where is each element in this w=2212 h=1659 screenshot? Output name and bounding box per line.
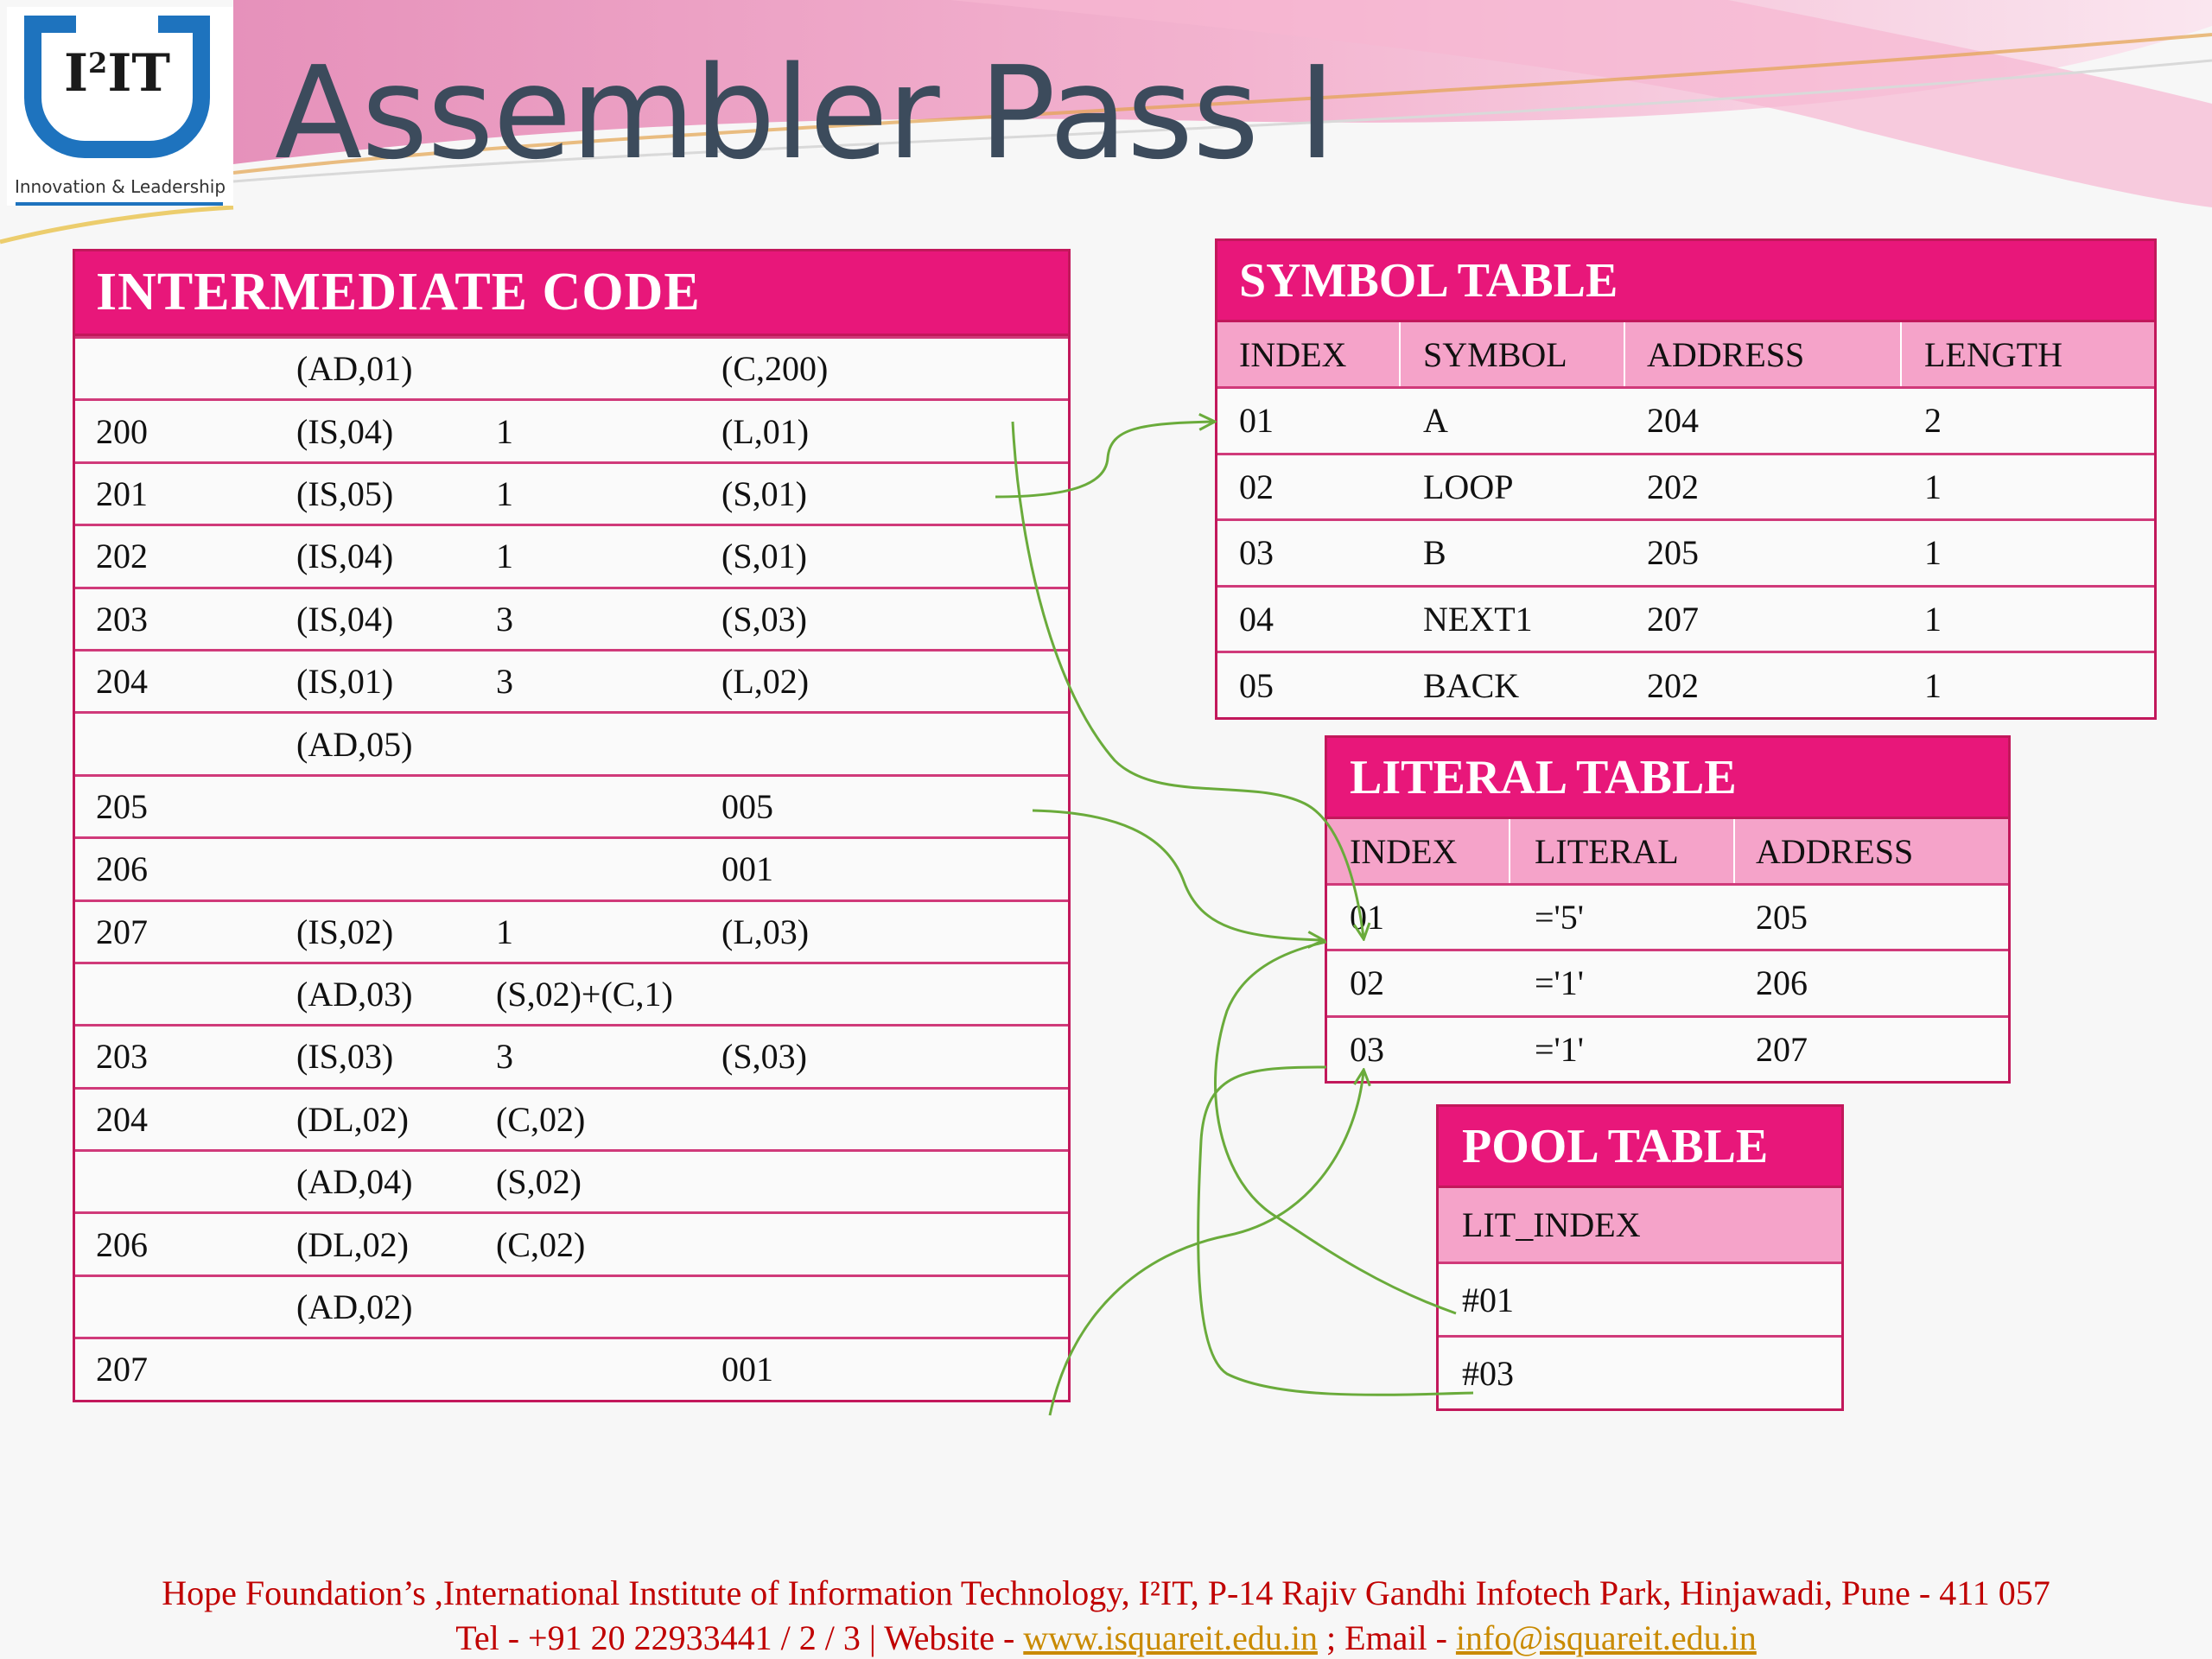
table-row <box>75 962 1068 1024</box>
operand1-cell: 3 <box>496 1037 513 1077</box>
table-row <box>75 1087 1068 1149</box>
i2it-logo <box>7 7 233 206</box>
opcode-cell: (IS,04) <box>296 599 394 639</box>
table-row <box>75 1024 1068 1086</box>
operand1-cell: 1 <box>496 411 513 451</box>
operand1-cell: (C,02) <box>496 1224 586 1264</box>
opcode-cell: (AD,03) <box>296 975 413 1014</box>
address-cell: 203 <box>96 1037 148 1077</box>
table-row <box>1217 651 2154 717</box>
operand1-cell: (S,02) <box>496 1162 582 1202</box>
address-cell: 202 <box>96 537 148 576</box>
symbol-table-header-row <box>1217 322 2154 386</box>
intermediate-code-body <box>75 336 1068 1400</box>
address-cell: 201 <box>96 474 148 513</box>
opcode-cell: (AD,05) <box>296 724 413 764</box>
operand2-cell: (S,03) <box>721 599 807 639</box>
email-link[interactable]: info@isquareit.edu.in <box>1455 1618 1757 1657</box>
table-row <box>75 587 1068 649</box>
address-cell: 207 <box>96 1350 148 1389</box>
table-row <box>1327 1015 2008 1081</box>
opcode-cell: (AD,02) <box>296 1287 413 1327</box>
operand1-cell: 3 <box>496 662 513 702</box>
address-cell: 205 <box>1756 898 1808 938</box>
address-cell: 202 <box>1647 467 1699 506</box>
opcode-cell: (IS,04) <box>296 411 394 451</box>
address-cell: 200 <box>96 411 148 451</box>
address-cell: 205 <box>96 786 148 826</box>
operand1-cell: (S,02)+(C,1) <box>496 975 673 1014</box>
opcode-cell: (IS,05) <box>296 474 394 513</box>
literal-cell: ='1' <box>1535 1029 1584 1069</box>
operand2-cell: 001 <box>721 849 773 889</box>
table-row <box>75 524 1068 586</box>
opcode-cell: (IS,02) <box>296 912 394 951</box>
operand2-cell: 005 <box>721 786 773 826</box>
opcode-cell: (IS,03) <box>296 1037 394 1077</box>
length-cell: 1 <box>1924 600 1942 639</box>
table-row <box>1327 883 2008 949</box>
address-cell: 205 <box>1647 533 1699 573</box>
address-cell: 204 <box>96 662 148 702</box>
index-cell: 02 <box>1350 963 1384 1003</box>
table-row <box>1217 386 2154 453</box>
footer <box>0 1571 2212 1659</box>
pool-table <box>1436 1104 1844 1411</box>
logo-tagline: Innovation & Leadership <box>14 176 226 197</box>
pool-table-header-row <box>1439 1188 1841 1262</box>
column-header-literal: LITERAL <box>1535 831 1679 871</box>
table-row <box>75 774 1068 836</box>
operand2-cell: (S,01) <box>721 474 807 513</box>
table-row <box>1439 1262 1841 1335</box>
opcode-cell: (IS,01) <box>296 662 394 702</box>
literal-cell: ='1' <box>1535 963 1584 1003</box>
table-row <box>1217 453 2154 519</box>
address-cell: 207 <box>1756 1029 1808 1069</box>
operand1-cell: 3 <box>496 599 513 639</box>
intermediate-code-title: INTERMEDIATE CODE <box>75 251 1068 336</box>
address-cell: 206 <box>96 1224 148 1264</box>
column-header-lit-index: LIT_INDEX <box>1462 1205 1641 1244</box>
table-row <box>75 1274 1068 1337</box>
literal-table-title: LITERAL TABLE <box>1327 738 2008 819</box>
column-header-symbol: SYMBOL <box>1423 334 1567 374</box>
operand1-cell: 1 <box>496 474 513 513</box>
table-row <box>75 1211 1068 1274</box>
arrow-005-to-literal-01 <box>1033 810 1322 940</box>
column-header-length: LENGTH <box>1924 334 2063 374</box>
address-cell: 203 <box>96 599 148 639</box>
address-cell: 206 <box>96 849 148 889</box>
column-header-address: ADDRESS <box>1647 334 1805 374</box>
index-cell: 04 <box>1239 600 1274 639</box>
lit-index-cell: #01 <box>1462 1280 1514 1319</box>
table-row <box>1327 949 2008 1014</box>
intermediate-code-table <box>73 249 1071 1402</box>
index-cell: 03 <box>1350 1029 1384 1069</box>
index-cell: 01 <box>1350 898 1384 938</box>
opcode-cell: (DL,02) <box>296 1099 409 1139</box>
footer-email-label: ; Email - <box>1317 1618 1456 1657</box>
arrow-pool-03-to-literal-03 <box>1198 1067 1473 1395</box>
address-cell: 207 <box>1647 600 1699 639</box>
footer-address: Hope Foundation’s ,International Institute of Information Technology, I²IT, P-14 Rajiv Gandhi Infotech Park, Hinjawadi, Pune - 411 057 <box>162 1573 2050 1612</box>
footer-contact <box>0 1616 2212 1659</box>
column-header-index: INDEX <box>1239 334 1347 374</box>
table-row <box>1217 518 2154 585</box>
length-cell: 1 <box>1924 467 1942 506</box>
opcode-cell: (AD,01) <box>296 349 413 389</box>
opcode-cell: (DL,02) <box>296 1224 409 1264</box>
operand1-cell: 1 <box>496 537 513 576</box>
operand2-cell: (S,01) <box>721 537 807 576</box>
address-cell: 206 <box>1756 963 1808 1003</box>
operand2-cell: (C,200) <box>721 349 829 389</box>
table-row <box>75 711 1068 773</box>
literal-table <box>1325 735 2011 1084</box>
website-link[interactable]: www.isquareit.edu.in <box>1023 1618 1318 1657</box>
literal-table-body <box>1327 883 2008 1081</box>
table-row <box>75 398 1068 461</box>
literal-cell: ='5' <box>1535 898 1584 938</box>
address-cell: 202 <box>1647 665 1699 705</box>
operand2-cell: (L,02) <box>721 662 810 702</box>
operand1-cell: 1 <box>496 912 513 951</box>
logo-wordmark: $I^2IT$ <box>63 43 171 104</box>
symbol-table <box>1215 238 2157 720</box>
column-header-address: ADDRESS <box>1756 831 1914 871</box>
index-cell: 01 <box>1239 401 1274 441</box>
address-cell: 204 <box>1647 401 1699 441</box>
operand1-cell: (C,02) <box>496 1099 586 1139</box>
operand2-cell: (L,01) <box>721 411 810 451</box>
length-cell: 1 <box>1924 533 1942 573</box>
footer-tel: Tel - +91 20 22933441 / 2 / 3 | Website - <box>455 1618 1024 1657</box>
operand2-cell: (S,03) <box>721 1037 807 1077</box>
pool-table-body <box>1439 1262 1841 1408</box>
table-row <box>75 649 1068 711</box>
length-cell: 1 <box>1924 665 1942 705</box>
symbol-cell: BACK <box>1423 665 1520 705</box>
literal-table-header-row <box>1327 819 2008 883</box>
opcode-cell: (IS,04) <box>296 537 394 576</box>
table-row <box>75 1337 1068 1399</box>
symbol-table-body <box>1217 386 2154 717</box>
table-row <box>75 336 1068 398</box>
address-cell: 204 <box>96 1099 148 1139</box>
symbol-cell: B <box>1423 533 1446 573</box>
table-row <box>75 1149 1068 1211</box>
index-cell: 03 <box>1239 533 1274 573</box>
table-row <box>75 836 1068 899</box>
table-row <box>75 899 1068 962</box>
table-row <box>75 461 1068 524</box>
operand2-cell: 001 <box>721 1350 773 1389</box>
length-cell: 2 <box>1924 401 1942 441</box>
pool-table-title: POOL TABLE <box>1439 1107 1841 1188</box>
arrow-l03-to-literal-03 <box>1050 1071 1363 1415</box>
operand2-cell: (L,03) <box>721 912 810 951</box>
symbol-cell: NEXT1 <box>1423 600 1533 639</box>
address-cell: 207 <box>96 912 148 951</box>
index-cell: 02 <box>1239 467 1274 506</box>
lit-index-cell: #03 <box>1462 1353 1514 1393</box>
table-row <box>1439 1335 1841 1408</box>
page-title: Assembler Pass I <box>275 39 1335 188</box>
column-header-index: INDEX <box>1350 831 1458 871</box>
symbol-cell: A <box>1423 401 1448 441</box>
symbol-cell: LOOP <box>1423 467 1514 506</box>
index-cell: 05 <box>1239 665 1274 705</box>
opcode-cell: (AD,04) <box>296 1162 413 1202</box>
table-row <box>1217 585 2154 652</box>
symbol-table-title: SYMBOL TABLE <box>1217 241 2154 322</box>
